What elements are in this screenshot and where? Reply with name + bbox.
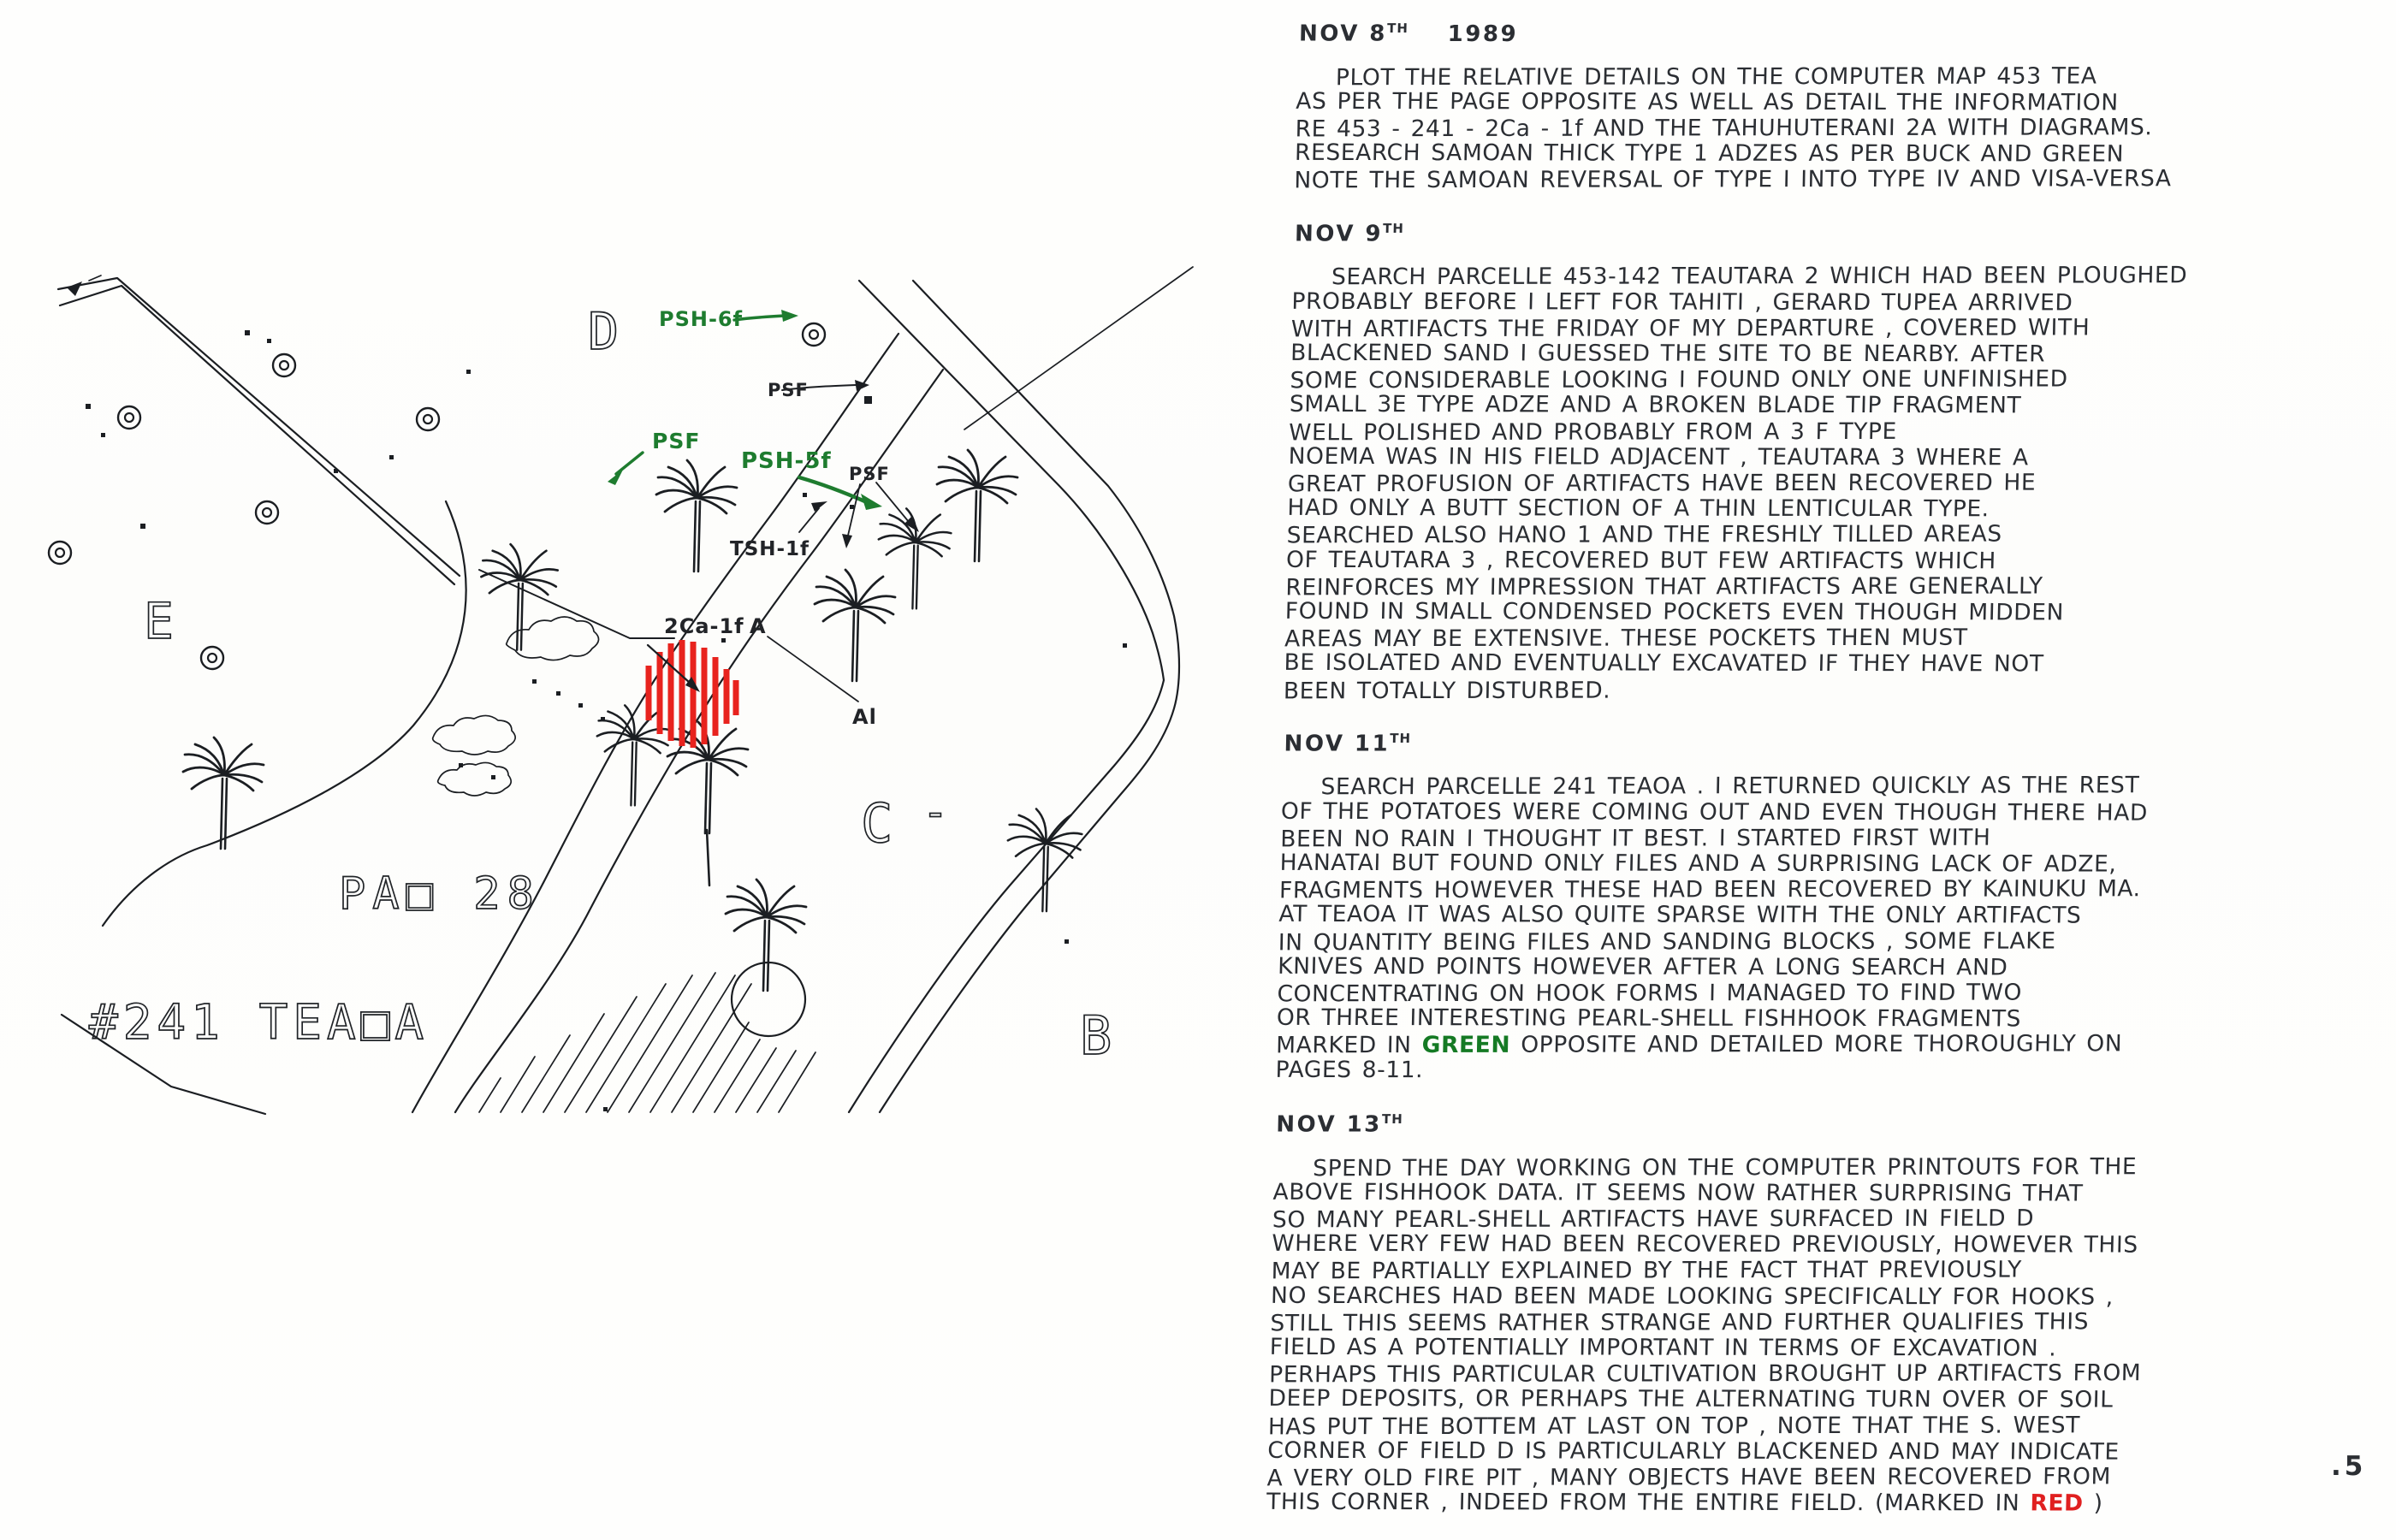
journal-line: THIS CORNER , INDEED FROM THE ENTIRE FIELD. (MARKED IN RED ) (1266, 1489, 2104, 1517)
journal-line: PROBABLY BEFORE I LEFT FOR TAHITI , GERARD TUPEA ARRIVED (1291, 287, 2073, 316)
journal-line: HANATAI BUT FOUND ONLY FILES AND A SURPRISING LACK OF ADZE, (1279, 849, 2117, 878)
journal-date: NOV 9TH (1294, 220, 1405, 247)
arrowhead-icon (811, 501, 827, 512)
journal-line: GREAT PROFUSION OF ARTIFACTS HAVE BEEN RECOVERED HE (1287, 469, 2037, 498)
journal-line: NOTE THE SAMOAN REVERSAL OF TYPE I INTO TYPE IV AND VISA-VERSA (1294, 165, 2172, 194)
psf-upper-label: PSF (768, 380, 809, 400)
journal-line: HAD ONLY A BUTT SECTION OF A THIN LENTICULAR TYPE. (1287, 495, 1990, 523)
two-ca-1f-label: 2Ca-1f (664, 614, 744, 638)
journal-entry (1294, 21, 2396, 193)
field-path-double-line (58, 275, 460, 584)
journal-line: PAGES 8-11. (1275, 1056, 1424, 1083)
arrowhead-icon (608, 470, 623, 485)
journal-line: CONCENTRATING ON HOOK FORMS I MANAGED TO FIND TWO (1277, 979, 2023, 1008)
journal-line: OR THREE INTERESTING PEARL-SHELL FISHHOOK FRAGMENTS (1276, 1004, 2022, 1033)
journal-entry (1275, 731, 2395, 1084)
journal-line: BEEN NO RAIN I THOUGHT IT BEST. I STARTED FIRST WITH (1279, 824, 1991, 853)
journal-paragraph (1284, 264, 2396, 702)
journal-line: CORNER OF FIELD D IS PARTICULARLY BLACKENED AND MAY INDICATE (1266, 1436, 2120, 1466)
journal-line: DEEP DEPOSITS, OR PERHAPS THE ALTERNATING TURN OVER OF SOIL (1268, 1385, 2114, 1413)
journal-line: IN QUANTITY BEING FILES AND SANDING BLOCKS , SOME FLAKE (1278, 927, 2056, 957)
journal-line: FRAGMENTS HOWEVER THESE HAD BEEN RECOVERED BY KAINUKU MA. (1278, 875, 2142, 904)
section-line-a-a1 (768, 637, 858, 702)
ink-color-word: GREEN (1421, 1032, 1511, 1059)
arrowhead-icon (855, 380, 869, 391)
journal-line: FIELD AS A POTENTIALLY IMPORTANT IN TERMS OF EXCAVATION . (1269, 1333, 2057, 1362)
field-b-label: B (1080, 1004, 1112, 1067)
journal-entries (1266, 21, 2396, 1516)
journal-line: WITH ARTIFACTS THE FRIDAY OF MY DEPARTURE , COVERED WITH (1290, 314, 2091, 343)
ink-color-word: RED (2030, 1490, 2085, 1517)
field-c-dash: - (922, 787, 949, 837)
journal-paragraph (1275, 773, 2394, 1083)
section-a1-label: Al (852, 705, 877, 729)
journal-entry (1266, 1111, 2387, 1517)
palm-grove (183, 450, 1082, 991)
journal-line: SPEND THE DAY WORKING ON THE COMPUTER PRINTOUTS FOR THE (1312, 1152, 2138, 1182)
journal-line: FOUND IN SMALL CONDENSED POCKETS EVEN THOUGH MIDDEN (1284, 597, 2065, 626)
journal-line: PERHAPS THIS PARTICULAR CULTIVATION BROUGHT UP ARTIFACTS FROM (1268, 1359, 2142, 1389)
journal-line: OF THE POTATOES WERE COMING OUT AND EVEN THOUGH THERE HAD (1280, 797, 2149, 826)
site-map (26, 240, 1258, 1129)
journal-line: BEEN TOTALLY DISTURBED. (1283, 677, 1611, 704)
hatched-plot (479, 973, 815, 1112)
journal-line: AS PER THE PAGE OPPOSITE AS WELL AS DETAIL THE INFORMATION (1295, 87, 2120, 116)
fence-line (964, 267, 1193, 429)
arrowhead-icon (842, 534, 852, 548)
journal-line: BLACKENED SAND I GUESSED THE SITE TO BE NEARBY. AFTER (1290, 339, 2046, 368)
psh-6f-label: PSH-6f (659, 307, 744, 331)
journal-line: MARKED IN GREEN OPPOSITE AND DETAILED MORE THOROUGHLY ON (1275, 1030, 2123, 1059)
field-c-label: C (861, 792, 893, 855)
parcel-title: PA□ 28 (339, 868, 541, 920)
tsh-1f-label: TSH-1f (730, 538, 810, 560)
journal-line: SO MANY PEARL-SHELL ARTIFACTS HAVE SURFACED IN FIELD D (1272, 1205, 2035, 1234)
journal-line: BE ISOLATED AND EVENTUALLY EXCAVATED IF THEY HAVE NOT (1284, 649, 2044, 678)
field-d-label: D (588, 302, 620, 362)
excavation-area-red-hatch (649, 640, 736, 748)
green-annotations (608, 310, 882, 510)
journal-line: NO SEARCHES HAD BEEN MADE LOOKING SPECIFICALLY FOR HOOKS , (1270, 1282, 2114, 1311)
journal-line: MAY BE PARTIALLY EXPLAINED BY THE FACT THAT PREVIOUSLY (1271, 1256, 2023, 1285)
journal-line: RE 453 - 241 - 2Ca - 1f AND THE TAHUHUTERANI 2A WITH DIAGRAMS. (1295, 114, 2153, 143)
east-road (849, 267, 1193, 1112)
arrowhead-icon (781, 310, 798, 322)
field-e-label: E (144, 592, 174, 650)
journal-line: RESEARCH SAMOAN THICK TYPE 1 ADZES AS PER BUCK AND GREEN (1294, 139, 2125, 168)
arrowhead-icon (861, 494, 882, 510)
journal-line: SEARCHED ALSO HANO 1 AND THE FRESHLY TILLED AREAS (1286, 520, 2003, 549)
journal-line: SMALL 3E TYPE ADZE AND A BROKEN BLADE TIP FRAGMENT (1289, 391, 2022, 419)
journal-line: WHERE VERY FEW HAD BEEN RECOVERED PREVIOUSLY, HOWEVER THIS (1272, 1230, 2139, 1259)
journal-line: WELL POLISHED AND PROBABLY FROM A 3 F TYPE (1288, 418, 1898, 446)
journal-date: NOV 13TH (1275, 1111, 1403, 1138)
journal-line: A VERY OLD FIRE PIT , MANY OBJECTS HAVE BEEN RECOVERED FROM (1266, 1463, 2112, 1492)
journal-line: PLOT THE RELATIVE DETAILS ON THE COMPUTER MAP 453 TEA (1335, 62, 2097, 91)
journal-line: KNIVES AND POINTS HOWEVER AFTER A LONG SEARCH AND (1277, 952, 2008, 981)
page-number: .5 (2331, 1451, 2367, 1482)
psf-lower-label: PSF (849, 464, 890, 484)
journal-line: AT TEAOA IT WAS ALSO QUITE SPARSE WITH THE ONLY ARTIFACTS (1278, 901, 2082, 929)
journal-date: NOV 11TH (1284, 730, 1412, 757)
psf-green-label: PSF (652, 429, 701, 453)
journal-paragraph (1266, 1152, 2387, 1517)
journal-line: OF TEAUTARA 3 , RECOVERED BUT FEW ARTIFACTS WHICH (1285, 546, 1997, 574)
section-a-label: A (750, 614, 767, 638)
psh-5f-label: PSH-5f (741, 448, 832, 474)
psf-target-dot (864, 396, 872, 404)
journal-date: NOV 8TH 1989 (1298, 21, 1519, 47)
journal-line: SEARCH PARCELLE 241 TEAOA . I RETURNED QUICKLY AS THE REST (1320, 772, 2140, 801)
parcel-subtitle: #241 TEA□A (89, 995, 430, 1051)
journal-line: SEARCH PARCELLE 453-142 TEAUTARA 2 WHICH HAD BEEN PLOUGHED (1331, 262, 2188, 291)
journal-line: SOME CONSIDERABLE LOOKING I FOUND ONLY ONE UNFINISHED (1290, 365, 2068, 394)
journal-entry (1284, 221, 2396, 703)
journal-line: REINFORCES MY IMPRESSION THAT ARTIFACTS ARE GENERALLY (1285, 572, 2043, 601)
journal-line: AREAS MAY BE EXTENSIVE. THESE POCKETS THEN MUST (1284, 624, 1968, 653)
journal-line: HAS PUT THE BOTTEM AT LAST ON TOP , NOTE THAT THE S. WEST (1267, 1411, 2081, 1440)
journal-paragraph (1294, 64, 2396, 193)
journal-line: ABOVE FISHHOOK DATA. IT SEEMS NOW RATHER SURPRISING THAT (1272, 1178, 2084, 1207)
path-direction-arrow-icon (67, 281, 82, 296)
journal-line: STILL THIS SEEMS RATHER STRANGE AND FURTHER QUALIFIES THIS (1270, 1308, 2090, 1337)
journal-line: NOEMA WAS IN HIS FIELD ADJACENT , TEAUTARA 3 WHERE A (1288, 442, 2030, 471)
